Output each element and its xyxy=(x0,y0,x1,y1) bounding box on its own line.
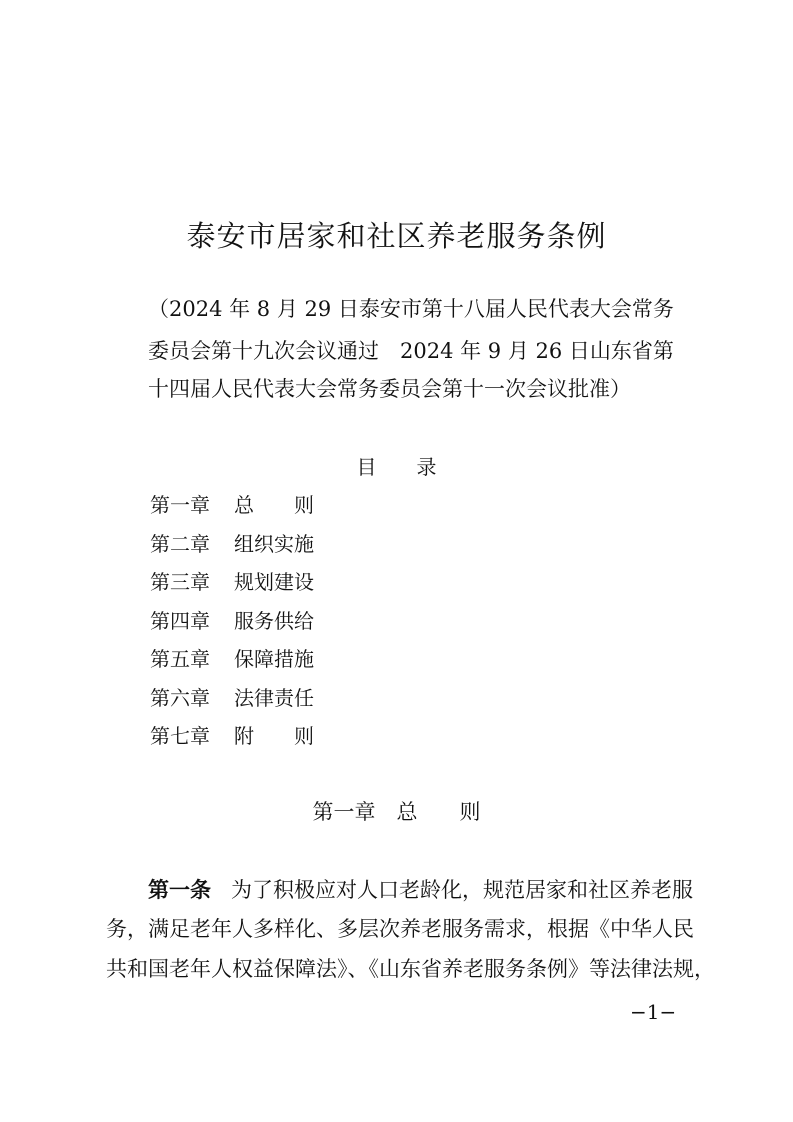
page-number: −1− xyxy=(630,1000,677,1024)
toc-chapter-number: 第四章 xyxy=(150,609,210,633)
document-title: 泰安市居家和社区养老服务条例 xyxy=(186,219,607,253)
toc-item xyxy=(150,606,314,636)
toc-chapter-title: 法律责任 xyxy=(234,686,314,710)
toc-chapter-title: 保障措施 xyxy=(234,647,314,671)
toc-heading: 目 录 xyxy=(356,455,437,479)
toc-item xyxy=(150,490,314,520)
toc-item xyxy=(150,567,314,597)
toc-chapter-number: 第七章 xyxy=(150,724,210,748)
article-1-text: 为了积极应对人口老龄化，规范居家和社区养老服 xyxy=(231,878,693,902)
article-1-line-1 xyxy=(148,874,693,906)
toc-item xyxy=(150,529,314,559)
chapter-heading: 第一章 总 则 xyxy=(312,800,481,824)
toc-chapter-title: 规划建设 xyxy=(234,570,314,594)
toc-chapter-title: 总 则 xyxy=(234,493,314,517)
toc-chapter-number: 第五章 xyxy=(150,647,210,671)
article-1-line-2: 务，满足老年人多样化、多层次养老服务需求，根据《中华人民 xyxy=(106,917,694,941)
toc-item xyxy=(150,683,314,713)
toc-chapter-title: 组织实施 xyxy=(234,532,314,556)
toc-item xyxy=(150,644,314,674)
toc-chapter-number: 第三章 xyxy=(150,570,210,594)
article-1-line-3: 共和国老年人权益保障法》、《山东省养老服务条例》等法律法规， xyxy=(106,957,715,981)
toc-chapter-number: 第二章 xyxy=(150,532,210,556)
toc-chapter-title: 服务供给 xyxy=(234,609,314,633)
toc-chapter-number: 第一章 xyxy=(150,493,210,517)
adoption-note-line-2: 委员会第十九次会议通过 2024 年 9 月 26 日山东省第 xyxy=(148,339,674,363)
toc-chapter-number: 第六章 xyxy=(150,686,210,710)
toc-chapter-title: 附 则 xyxy=(234,724,314,748)
adoption-note-line-3: 十四届人民代表大会常务委员会第十一次会议批准） xyxy=(148,377,631,401)
toc-item xyxy=(150,721,314,751)
article-label: 第一条 xyxy=(148,878,211,902)
adoption-note-line-1: （2024 年 8 月 29 日泰安市第十八届人民代表大会常务 xyxy=(148,297,674,321)
